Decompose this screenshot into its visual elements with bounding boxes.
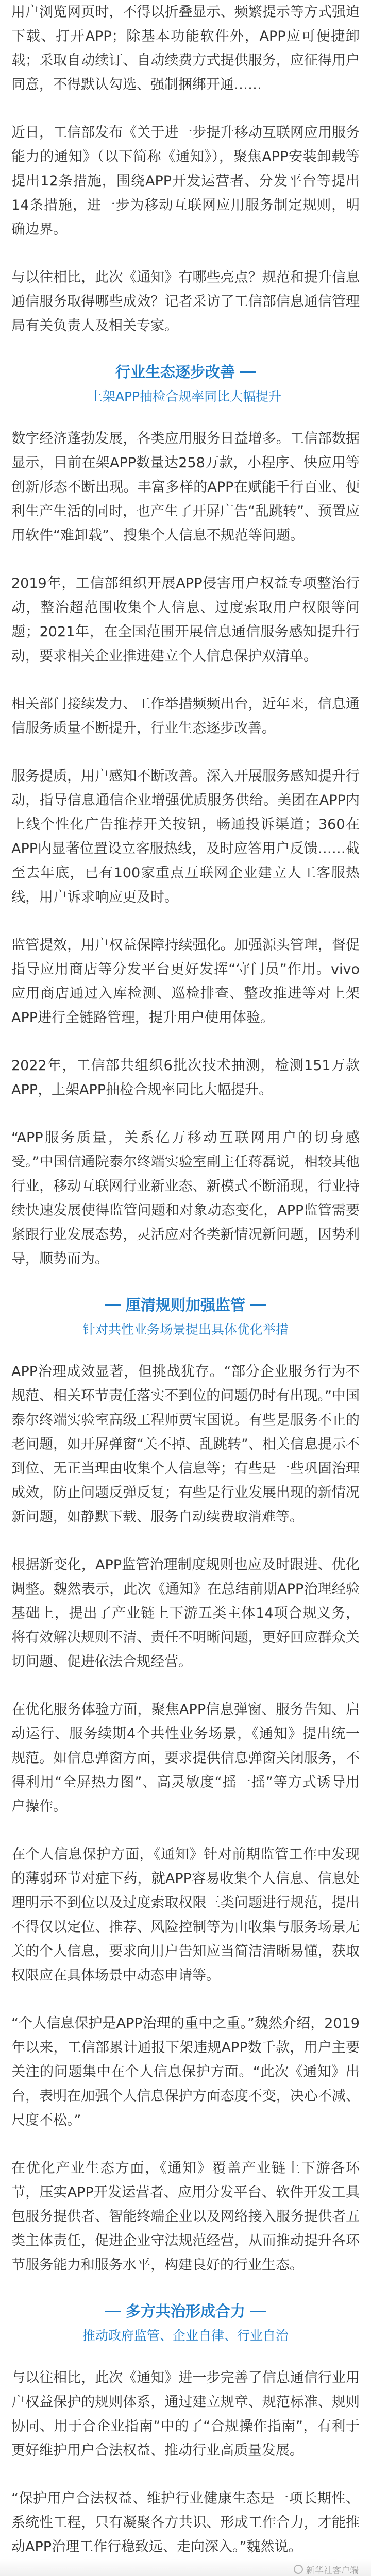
section-subtitle: 推动政府监管、企业自律、行业自治 xyxy=(82,2328,289,2343)
section-subtitle: 针对共性业务场景提出具体优化举措 xyxy=(82,1322,289,1337)
section-title xyxy=(105,1295,266,1315)
paragraph: “个人信息保护是APP治理的重中之重。”魏然介绍，2019年以来，工信部累计通报下架违规APP数千款，用户主要关注的问题集中在个人信息保护方面。“此次《通知》出台，表明在加强个人信息保护方面态度不变，决心不减、尺度不松。” xyxy=(11,2015,360,2128)
paragraph: 数字经济蓬勃发展，各类应用服务日益增多。工信部数据显示，目前在架APP数量达258万款，小程序、快应用等创新形态不断出现。丰富多样的APP在赋能千行百业、便利生产生活的同时，也产生了开屏广告“乱跳转”、预置应用软件“难卸载”、搜集个人信息不规范等问题。 xyxy=(11,431,360,544)
watermark-text: 新华社客户端 xyxy=(306,2565,359,2576)
paragraph: 用户浏览网页时，不得以折叠显示、频繁提示等方式强迫下载、打开APP；除基本功能软件外，APP应可便捷卸载；采取自动续订、自动续费方式提供服务，应征得用户同意，不得默认勾选、强制捆绑开通…… xyxy=(11,4,360,93)
paragraph: 在个人信息保护方面，《通知》针对前期监管工作中发现的薄弱环节对症下药，就APP容易收集个人信息、信息处理明示不到位以及过度索取权限三类问题进行规范，提出不得仅以定位、推荐、风险控制等为由收集与服务场景无关的个人信息，要求向用户告知应当简洁清晰易懂，获取权限应在具体场景中动态申请等。 xyxy=(11,1846,360,1984)
section-title xyxy=(115,362,256,382)
section-title xyxy=(105,2301,266,2321)
paragraph: “APP服务质量，关系亿万移动互联网用户的切身感受。”中国信通院泰尔终端实验室副主任蒋磊说，相较其他行业，移动互联网行业新业态、新模式不断涌现，行业持续快速发展使得监管问题和对象动态变化，APP监管需要紧跟行业发展态势，灵活应对各类新情况新问题，因势利导，顺势而为。 xyxy=(11,1130,360,1267)
paragraph: 相关部门接续发力、工作举措频频出台，近年来，信息通信服务质量不断提升，行业生态逐步改善。 xyxy=(11,696,360,736)
title-dash-icon xyxy=(250,2311,266,2312)
title-dash-icon xyxy=(105,1304,121,1306)
paragraph: “保护用户合法权益、维护行业健康生态是一项长期性、系统性工程，只有凝聚各方共识、形成工作合力，才能推动APP治理工作行稳致远、走向深入。”魏然说。 xyxy=(11,2490,360,2555)
section-heading xyxy=(11,2301,360,2345)
paragraph: 与以往相比，此次《通知》进一步完善了信息通信行业用户权益保护的规则体系，通过建立规章、规范标准、规则协同、用于合企业指南”中的了“合规操作指南”，有利于更好维护用户合法权益、推动行业高质量发展。 xyxy=(11,2370,360,2459)
paragraph: 2022年，工信部共组织6批次技术抽测，检测151万款APP，上架APP抽检合规率同比大幅提升。 xyxy=(11,1058,360,1098)
paragraph: APP治理成效显著，但挑战犹存。“部分企业服务行为不规范、相关环节责任落实不到位的问题仍时有出现。”中国泰尔终端实验室高级工程师贾宝国说。有些是服务不止的老问题，如开屏弹窗“关不掉、乱跳转”、相关信息提示不到位、无正当理由收集个人信息等；有些是一些巩固治理成效，防止问题反弹反复；有些是行业发展出现的新情况新问题，如静默下载、服务自动续费取消难等。 xyxy=(11,1364,360,1525)
paragraph: 服务提质，用户感知不断改善。深入开展服务感知提升行动，指导信息通信企业增强优质服务供给。美团在APP内上线个性化广告推荐开关按钮，畅通投诉渠道；360在APP内显著位置设立客服热线，及时应答用户反馈……截至去年底，已有100家重点互联网企业建立人工客服热线，用户诉求响应更及时。 xyxy=(11,768,360,905)
section-title-text: 厘清规则加强监管 xyxy=(125,1296,245,1314)
paragraph: 在优化产业生态方面，《通知》覆盖产业链上下游各环节，压实APP开发运营者、应用分发平台、软件开发工具包服务提供者、智能终端企业以及网络接入服务提供者五类主体责任，促进企业守法规范经营，从而推动提升各环节服务能力和服务水平，构建良好的行业生态。 xyxy=(11,2160,360,2273)
title-dash-icon xyxy=(105,2311,121,2312)
section-heading xyxy=(11,1295,360,1339)
paragraph: 在优化服务体验方面，聚焦APP信息弹窗、服务告知、启动运行、服务续期4个共性业务场景，《通知》提出统一规范。如信息弹窗方面，要求提供信息弹窗关闭服务，不得利用“全屏热力图”、高灵敏度“摇一摇”等方式诱导用户操作。 xyxy=(11,1702,360,1815)
section-heading xyxy=(11,362,360,406)
paragraph: 近日，工信部发布《关于进一步提升移动互联网应用服务能力的通知》（以下简称《通知》），聚焦APP安装卸载等提出12条措施，围绕APP开发运营者、分发平台等提出14条措施，进一步为移动互联网应用服务制定规则，明确边界。 xyxy=(11,125,360,238)
section-title-text: 多方共治形成合力 xyxy=(125,2302,245,2320)
section-subtitle: 上架APP抽检合规率同比大幅提升 xyxy=(89,389,282,404)
watermark-logo-icon xyxy=(294,2565,303,2574)
watermark xyxy=(294,2563,359,2576)
paragraph: 根据新变化，APP监管治理制度规则也应及时跟进、优化调整。魏然表示，此次《通知》在总结前期APP治理经验基础上，提出了产业链上下游五类主体14项合规义务，将有效解决规则不清、责任不明晰问题，更好回应群众关切问题、促进依法合规经营。 xyxy=(11,1557,360,1670)
title-dash-icon xyxy=(250,1304,266,1306)
bottom-watermark-bar xyxy=(0,2559,371,2576)
section-title-text: 行业生态逐步改善 xyxy=(115,363,235,381)
title-dash-icon xyxy=(240,371,256,373)
paragraph: 监管提效，用户权益保障持续强化。加强源头管理，督促指导应用商店等分发平台更好发挥“守门员”作用。vivo应用商店通过入库检测、巡检排查、整改推进等对上架APP进行全链路管理，提升用户使用体验。 xyxy=(11,937,360,1026)
paragraph: 与以往相比，此次《通知》有哪些亮点？规范和提升信息通信服务取得哪些成效？记者采访了工信部信息通信管理局有关负责人及相关专家。 xyxy=(11,269,360,334)
paragraph: 2019年，工信部组织开展APP侵害用户权益专项整治行动，整治超范围收集个人信息、过度索取用户权限等问题；2021年，在全国范围开展信息通信服务感知提升行动，要求相关企业推进建立个人信息保护双清单。 xyxy=(11,575,360,664)
